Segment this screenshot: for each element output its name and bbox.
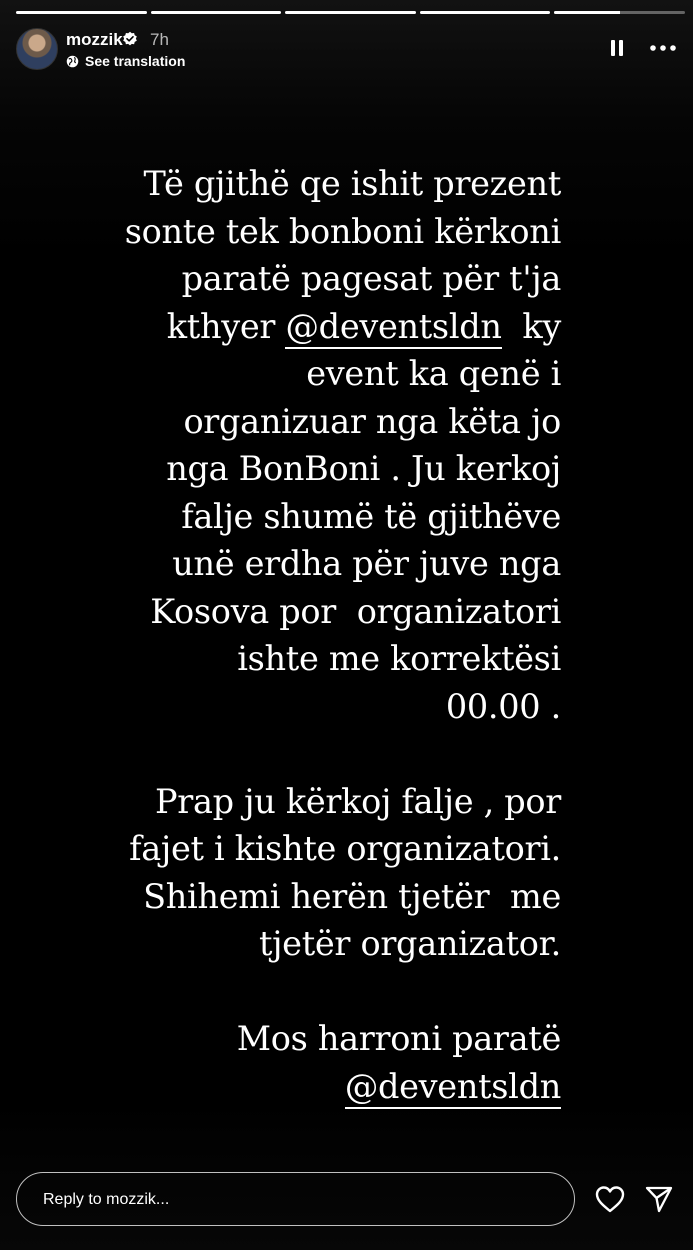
story-text-fragment: kthyer <box>166 306 276 346</box>
progress-segment <box>285 11 416 14</box>
story-text-line: unë erdha për juve nga <box>172 544 561 583</box>
story-text-line: fajet i kishte organizatori. <box>129 829 561 868</box>
story-text-line: nga BonBoni . Ju kerkoj <box>166 449 561 488</box>
paragraph-gap <box>101 968 561 1016</box>
see-translation-button[interactable] <box>66 53 185 69</box>
reply-input[interactable] <box>16 1172 575 1226</box>
globe-icon <box>66 55 79 68</box>
story-text-fragment: ky <box>522 306 561 346</box>
story-text-line: sonte tek bonboni kërkoni <box>124 211 561 251</box>
story-header <box>16 28 677 74</box>
progress-segment <box>16 11 147 14</box>
progress-segment <box>151 11 282 14</box>
story-text-line: tjetër organizator. <box>258 924 561 963</box>
story-text-line: Mos harroni paratë <box>236 1019 561 1058</box>
send-icon[interactable] <box>644 1184 674 1214</box>
more-icon[interactable] <box>649 38 677 58</box>
heart-icon[interactable] <box>594 1184 626 1214</box>
story-text-line: falje shumë të gjithëve <box>181 496 561 536</box>
progress-segment <box>554 11 685 14</box>
reply-placeholder: Reply to mozzik... <box>43 1191 170 1208</box>
story-text-line: event ka qenë i <box>306 354 561 393</box>
verified-badge-icon <box>122 31 138 47</box>
story-text-line: organizuar nga këta jo <box>183 401 561 441</box>
story-text-line: Kosova por organizatori <box>150 591 561 631</box>
progress-segment <box>420 11 551 14</box>
mention-link[interactable]: @deventsldn <box>345 1067 561 1109</box>
story-text-line: Shihemi herën tjetër me <box>143 876 561 916</box>
story-text-line: paratë pagesat për t'ja <box>181 259 561 298</box>
story-text-line: ishte me korrektësi <box>237 639 561 678</box>
mention-link[interactable]: @deventsldn <box>285 307 501 349</box>
username[interactable]: mozzik <box>66 30 123 49</box>
pause-icon[interactable] <box>609 38 625 58</box>
paragraph-gap <box>101 730 561 778</box>
story-text-line <box>101 1063 561 1111</box>
post-time: 7h <box>150 30 169 49</box>
story-text-line <box>101 303 561 351</box>
avatar[interactable] <box>16 28 58 70</box>
story-text <box>101 160 561 1110</box>
story-text-line: Të gjithë qe ishit prezent <box>143 164 561 203</box>
story-progress-bar <box>16 11 685 14</box>
see-translation-label: See translation <box>85 53 186 69</box>
story-text-line: Prap ju kërkoj falje , por <box>155 781 561 821</box>
story-text-line: 00.00 . <box>445 686 561 726</box>
